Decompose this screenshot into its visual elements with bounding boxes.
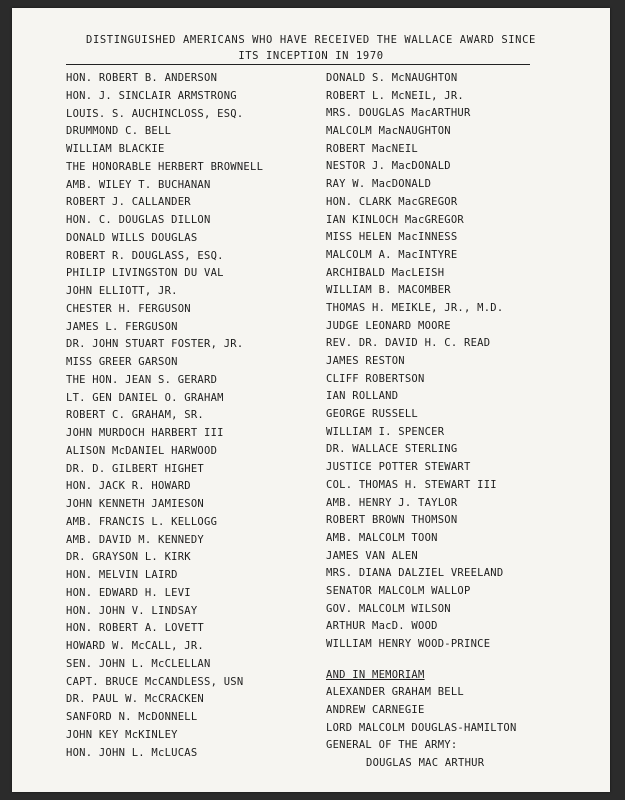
honoree-name: WILLIAM I. SPENCER — [326, 425, 445, 438]
document-page — [12, 8, 610, 792]
honoree-name: HOWARD W. McCALL, JR. — [66, 640, 205, 652]
honoree-name: THE HON. JEAN S. GERARD — [66, 373, 218, 386]
honoree-name: IAN ROLLAND — [326, 390, 399, 403]
memoriam-list — [326, 684, 517, 755]
title-line-1: DISTINGUISHED AMERICANS WHO HAVE RECEIVED THE WALLACE AWARD SINCE — [86, 34, 536, 46]
honoree-name: COL. THOMAS H. STEWART III — [326, 478, 497, 491]
honoree-name: ARTHUR MacD. WOOD — [326, 620, 438, 633]
honoree-name: HON. EDWARD H. LEVI — [66, 586, 191, 599]
page-title — [12, 32, 610, 64]
honoree-name: MALCOLM MacNAUGHTON — [326, 125, 451, 138]
honoree-name: MRS. DOUGLAS MacARTHUR — [326, 107, 471, 120]
honoree-name: ROBERT MacNEIL — [326, 142, 419, 155]
honoree-name: AMB. DAVID M. KENNEDY — [66, 533, 205, 546]
honoree-name: DONALD S. McNAUGHTON — [326, 72, 458, 84]
honoree-name: HON. JACK R. HOWARD — [66, 480, 191, 493]
honoree-name: DR. WALLACE STERLING — [326, 443, 458, 456]
honoree-name: JUDGE LEONARD MOORE — [326, 319, 451, 332]
honoree-name: AMB. FRANCIS L. KELLOGG — [66, 515, 218, 528]
honoree-name: AMB. WILEY T. BUCHANAN — [66, 178, 211, 191]
honoree-name: GOV. MALCOLM WILSON — [326, 602, 451, 615]
honoree-name: HON. ROBERT B. ANDERSON — [66, 72, 218, 84]
honoree-name: SENATOR MALCOLM WALLOP — [326, 584, 471, 597]
honoree-name: WILLIAM HENRY WOOD-PRINCE — [326, 638, 491, 650]
honoree-name: JUSTICE POTTER STEWART — [326, 461, 471, 474]
honoree-name: REV. DR. DAVID H. C. READ — [326, 337, 491, 350]
honoree-name: JOHN KEY McKINLEY — [66, 728, 178, 741]
honoree-name: MALCOLM A. MacINTYRE — [326, 248, 458, 261]
honoree-name: MRS. DIANA DALZIEL VREELAND — [326, 567, 504, 580]
honoree-name: HON. MELVIN LAIRD — [66, 569, 178, 581]
honoree-name: HON. ROBERT A. LOVETT — [66, 622, 205, 635]
memoriam-heading: AND IN MEMORIAM — [326, 668, 425, 681]
right-name-list — [326, 70, 517, 654]
memoriam-continuation: DOUGLAS MAC ARTHUR — [366, 757, 485, 770]
honoree-name: SANFORD N. McDONNELL — [66, 711, 198, 723]
title-line-2: ITS INCEPTION IN 1970 — [238, 50, 384, 62]
honoree-name: CAPT. BRUCE McCANDLESS, USN — [66, 675, 244, 688]
title-underline — [66, 64, 530, 65]
honoree-name: PHILIP LIVINGSTON DU VAL — [66, 267, 224, 280]
honoree-name: JOHN MURDOCH HARBERT III — [66, 427, 224, 439]
honoree-name: ALISON McDANIEL HARWOOD — [66, 444, 218, 457]
honoree-name: RAY W. MacDONALD — [326, 178, 432, 191]
memoriam-name: ANDREW CARNEGIE — [326, 704, 425, 717]
honoree-name: GEORGE RUSSELL — [326, 408, 419, 421]
honoree-name: AMB. MALCOLM TOON — [326, 531, 438, 544]
honoree-name: JOHN KENNETH JAMIESON — [66, 498, 205, 510]
honoree-name: IAN KINLOCH MacGREGOR — [326, 213, 465, 226]
memoriam-name: ALEXANDER GRAHAM BELL — [326, 686, 465, 699]
honoree-name: LT. GEN DANIEL O. GRAHAM — [66, 391, 224, 404]
honoree-name: DR. PAUL W. McCRACKEN — [66, 693, 205, 706]
honoree-name: HON. JOHN V. LINDSAY — [66, 604, 198, 617]
honoree-name: MISS HELEN MacINNESS — [326, 231, 458, 244]
honoree-name: HON. JOHN L. McLUCAS — [66, 746, 198, 759]
honoree-name: JOHN ELLIOTT, JR. — [66, 285, 178, 297]
honoree-name: JAMES L. FERGUSON — [66, 320, 178, 333]
honoree-name: LOUIS. S. AUCHINCLOSS, ESQ. — [66, 107, 244, 120]
honoree-name: NESTOR J. MacDONALD — [326, 160, 451, 173]
honoree-name: ARCHIBALD MacLEISH — [326, 266, 445, 279]
honoree-name: ROBERT R. DOUGLASS, ESQ. — [66, 249, 224, 262]
honoree-name: WILLIAM B. MACOMBER — [326, 284, 451, 297]
honoree-name: HON. CLARK MacGREGOR — [326, 195, 458, 208]
honoree-name: HON. C. DOUGLAS DILLON — [66, 214, 211, 226]
honoree-name: ROBERT J. CALLANDER — [66, 196, 191, 209]
honoree-name: ROBERT BROWN THOMSON — [326, 514, 458, 527]
honoree-name: DRUMMOND C. BELL — [66, 125, 172, 138]
memoriam-name: LORD MALCOLM DOUGLAS-HAMILTON — [326, 721, 517, 734]
honoree-name: THOMAS H. MEIKLE, JR., M.D. — [326, 301, 504, 314]
honoree-name: DR. JOHN STUART FOSTER, JR. — [66, 338, 244, 351]
honoree-name: DR. GRAYSON L. KIRK — [66, 551, 191, 564]
honoree-name: THE HONORABLE HERBERT BROWNELL — [66, 160, 264, 173]
honoree-name: DR. D. GILBERT HIGHET — [66, 462, 205, 475]
honoree-name: WILLIAM BLACKIE — [66, 143, 165, 155]
honoree-name: ROBERT L. McNEIL, JR. — [326, 89, 465, 102]
honoree-name: CHESTER H. FERGUSON — [66, 302, 191, 315]
memoriam-name: GENERAL OF THE ARMY: — [326, 739, 458, 752]
honoree-name: AMB. HENRY J. TAYLOR — [326, 496, 458, 509]
honoree-name: JAMES VAN ALEN — [326, 549, 419, 562]
honoree-name: ROBERT C. GRAHAM, SR. — [66, 409, 205, 422]
honoree-name: JAMES RESTON — [326, 355, 405, 367]
left-name-column — [66, 70, 263, 762]
honoree-name: HON. J. SINCLAIR ARMSTRONG — [66, 89, 237, 102]
honoree-name: DONALD WILLS DOUGLAS — [66, 231, 198, 244]
honoree-name: MISS GREER GARSON — [66, 356, 178, 368]
honoree-name: SEN. JOHN L. McCLELLAN — [66, 657, 211, 670]
honoree-name: CLIFF ROBERTSON — [326, 372, 425, 385]
right-name-column — [326, 70, 517, 773]
